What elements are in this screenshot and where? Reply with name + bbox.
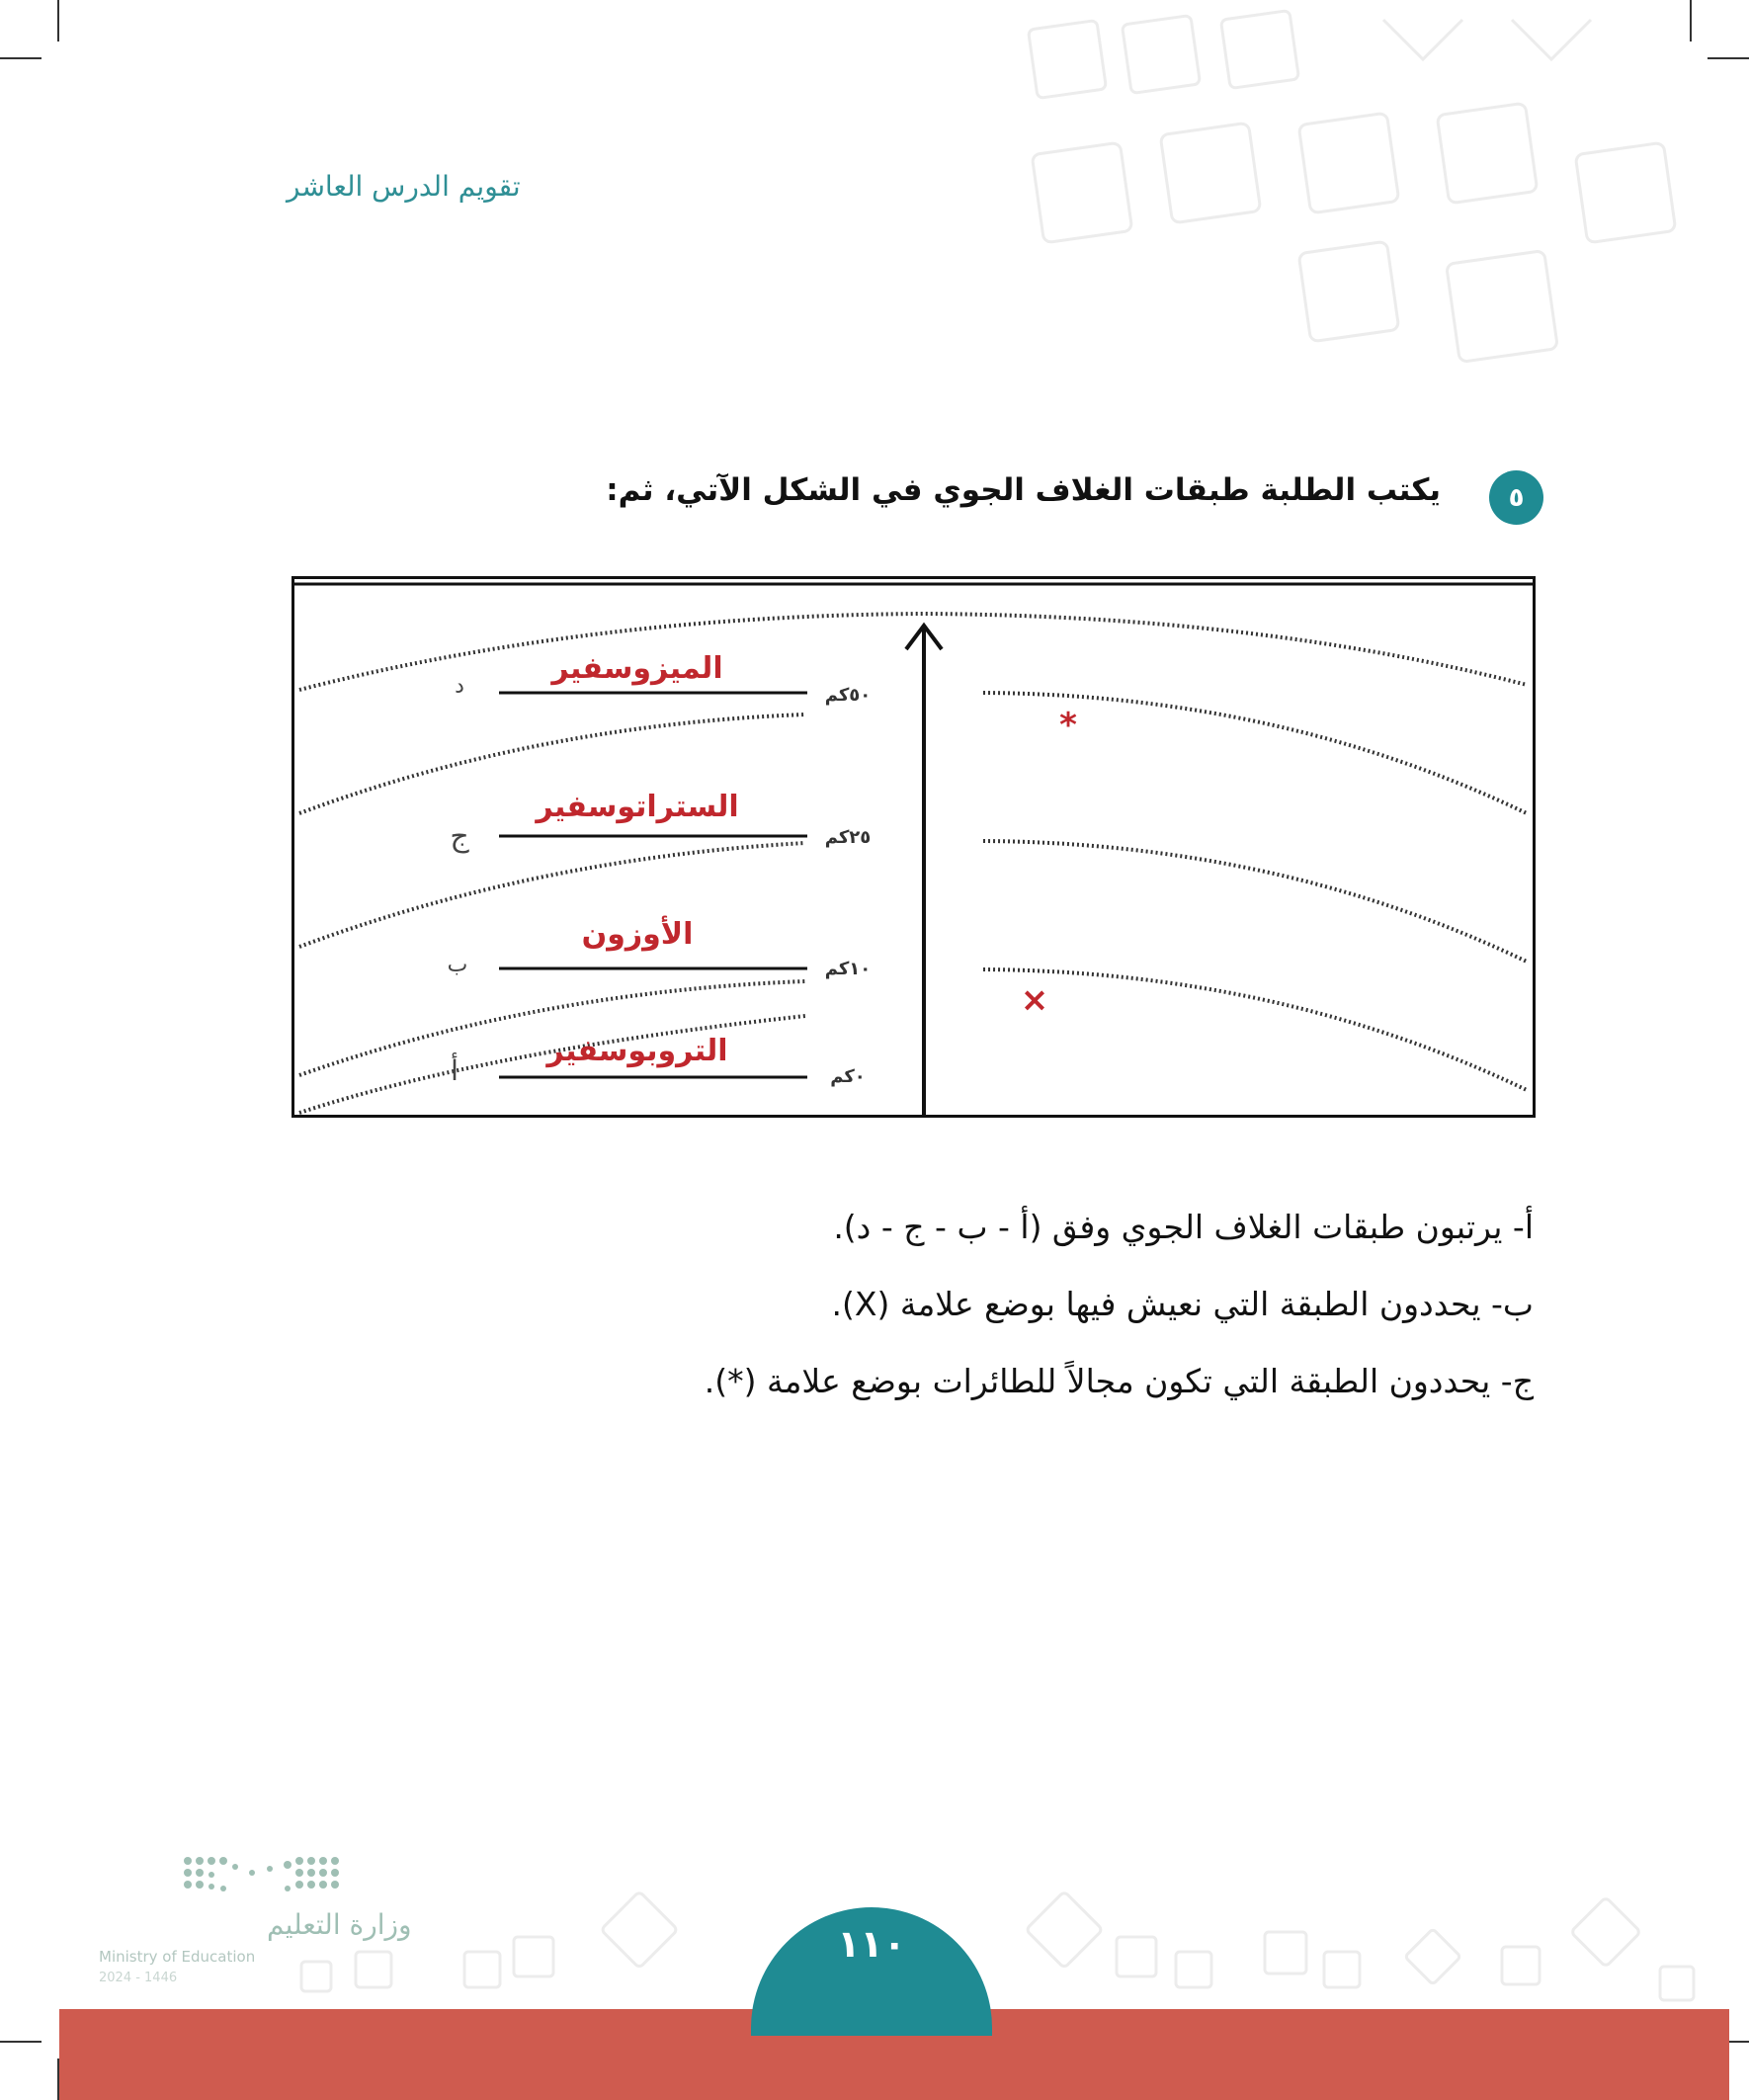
ministry-logo: [94, 1853, 412, 1991]
crop-mark: [0, 2041, 42, 2043]
answer-troposphere: التروبوسفير: [546, 1034, 728, 1068]
answer-mesosphere: الميزوسفير: [551, 651, 723, 686]
layer-letter: أ: [451, 1054, 458, 1087]
page-number: ١١٠: [837, 1922, 906, 1966]
layer-letter: ب: [447, 953, 468, 977]
altitude-label: ٠كم: [830, 1066, 866, 1087]
question-number-badge: ٥: [1489, 470, 1543, 525]
ministry-year: 2024 - 1446: [99, 1971, 178, 1985]
ministry-arabic-name: وزارة التعليم: [267, 1908, 412, 1941]
cross-marker: ×: [1020, 980, 1049, 1020]
instruction-item: ج- يحددون الطبقة التي تكون مجالاً للطائرات بوضع علامة (*).: [704, 1362, 1534, 1400]
crop-mark: [1690, 0, 1692, 42]
asterisk-marker: *: [1059, 706, 1077, 745]
ministry-english-name: Ministry of Education: [99, 1948, 256, 1966]
altitude-label: ٥٠كم: [824, 685, 872, 706]
lesson-title: تقويم الدرس العاشر: [287, 170, 521, 203]
layer-letter: ج: [450, 819, 469, 854]
altitude-label: ٢٥كم: [824, 827, 872, 848]
crop-mark: [57, 0, 59, 42]
instruction-item: ب- يحددون الطبقة التي نعيش فيها بوضع علامة (X).: [831, 1285, 1534, 1323]
altitude-label: ١٠كم: [824, 959, 872, 979]
atmosphere-diagram: [292, 576, 1536, 1118]
answer-stratosphere: الستراتوسفير: [536, 790, 739, 824]
crop-mark: [1707, 57, 1749, 59]
answer-ozone: الأوزون: [581, 917, 694, 952]
crop-mark: [0, 57, 42, 59]
instruction-item: أ- يرتبون طبقات الغلاف الجوي وفق (أ - ب - ج - د).: [833, 1208, 1534, 1246]
layer-letter: د: [455, 674, 464, 699]
question-prompt: يكتب الطلبة طبقات الغلاف الجوي في الشكل الآتي، ثم:: [606, 472, 1441, 508]
